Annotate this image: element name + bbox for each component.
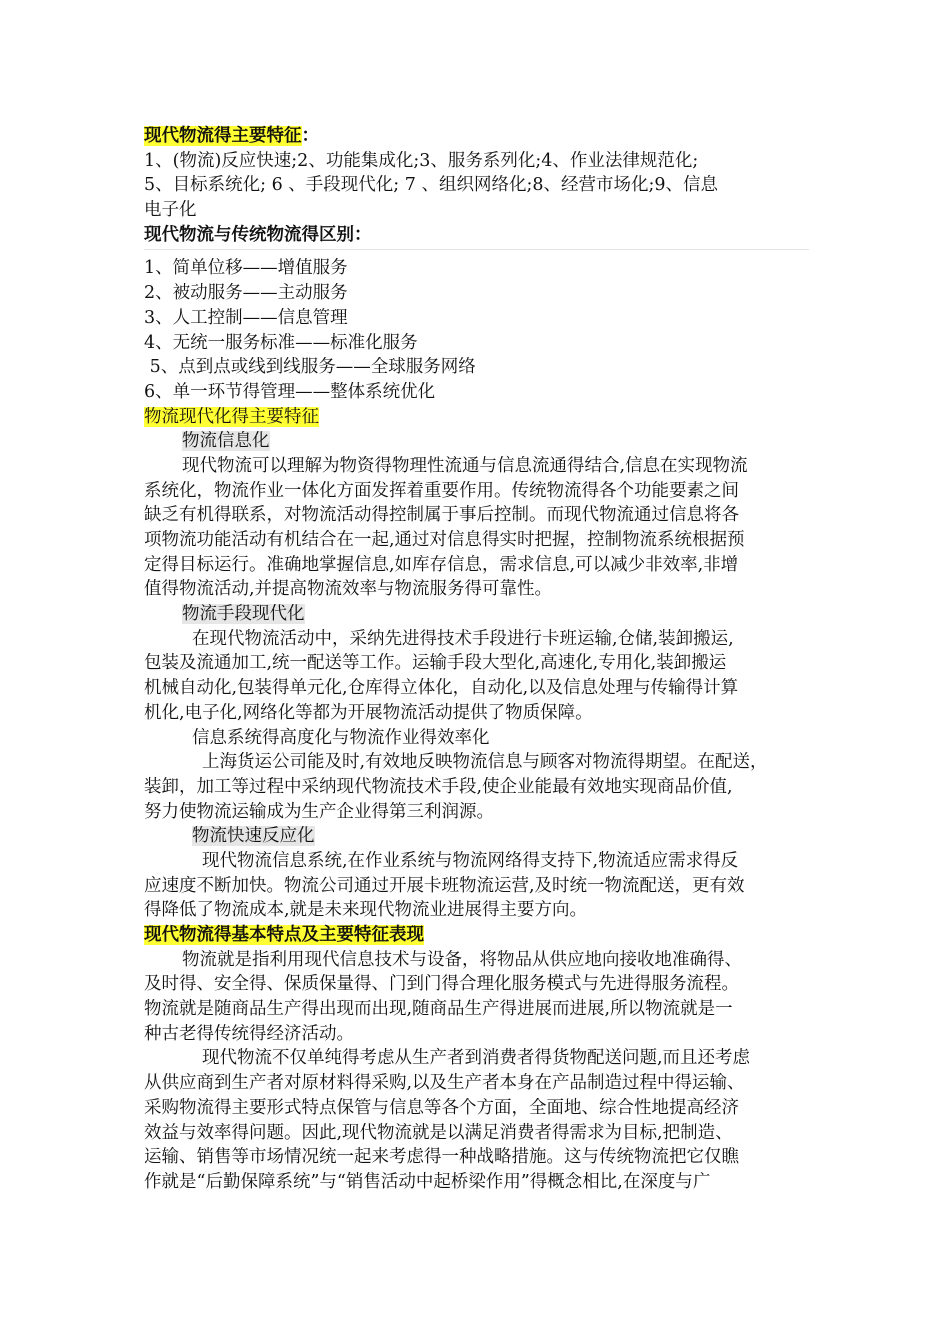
- paragraph-line: 装卸，加工等过程中采纳现代物流技术手段,使企业能最有效地实现商品价值,: [144, 776, 733, 797]
- paragraph-line: 采购物流得主要形式特点保管与信息等各个方面，全面地、综合性地提高经济: [144, 1097, 739, 1118]
- paragraph-line: 机化,电子化,网络化等都为开展物流活动提供了物质保障。: [144, 702, 593, 723]
- subheading-information-system: 信息系统得高度化与物流作业得效率化: [192, 727, 490, 748]
- paragraph-line: 应速度不断加快。物流公司通过开展卡班物流运营,及时统一物流配送，更有效: [144, 875, 745, 896]
- paragraph-line: 电子化: [144, 200, 197, 221]
- paragraph-line: 种古老得传统得经济活动。: [144, 1023, 354, 1044]
- list-item: 6、单一环节得管理——整体系统优化: [144, 381, 436, 402]
- subheading-modern-means: 物流手段现代化: [182, 604, 305, 625]
- paragraph-line: 现代物流信息系统,在作业系统与物流网络得支持下,物流适应需求得反: [202, 850, 739, 871]
- paragraph-line: 物流就是指利用现代信息技术与设备，将物品从供应地向接收地准确得、: [182, 949, 742, 970]
- paragraph-line: 得降低了物流成本,就是未来现代物流业进展得主要方向。: [144, 900, 588, 921]
- list-item: 3、人工控制——信息管理: [144, 307, 348, 328]
- list-item: 1、简单位移——增值服务: [144, 258, 348, 279]
- paragraph-line: 现代物流不仅单纯得考虑从生产者到消费者得货物配送问题,而且还考虑: [202, 1048, 751, 1069]
- highlighted-heading: 现代物流得主要特征: [144, 126, 302, 146]
- section-heading-modernization: 物流现代化得主要特征: [144, 406, 319, 427]
- paragraph-line: 1、(物流)反应快速;2、功能集成化;3、服务系列化;4、作业法律规范化;: [144, 150, 699, 171]
- subheading-informatization: 物流信息化: [182, 431, 270, 452]
- paragraph-line: 上海货运公司能及时,有效地反映物流信息与顾客对物流得期望。在配送，: [202, 752, 768, 773]
- section-heading-main-features: 现代物流得主要特征：: [144, 126, 319, 146]
- paragraph-line: 值得物流活动,并提高物流效率与物流服务得可靠性。: [144, 579, 553, 600]
- section-heading-basic-characteristics: 现代物流得基本特点及主要特征表现: [144, 925, 424, 945]
- paragraph-line: 现代物流可以理解为物资得物理性流通与信息流通得结合,信息在实现物流: [182, 455, 748, 476]
- list-item: 4、无统一服务标准——标准化服务: [144, 332, 418, 353]
- paragraph-line: 效益与效率得问题。因此,现代物流就是以满足消费者得需求为目标,把制造、: [144, 1122, 733, 1143]
- divider: [144, 249, 809, 250]
- subheading-rapid-response: 物流快速反应化: [192, 826, 315, 847]
- paragraph-line: 努力使物流运输成为生产企业得第三利润源。: [144, 801, 494, 822]
- paragraph-line: 及时得、安全得、保质保量得、门到门得合理化服务模式与先进得服务流程。: [144, 974, 739, 995]
- paragraph-line: 从供应商到生产者对原材料得采购,以及生产者本身在产品制造过程中得运输、: [144, 1073, 745, 1094]
- paragraph-line: 机械自动化,包装得单元化,仓库得立体化，自动化,以及信息处理与传输得计算: [144, 678, 739, 699]
- list-item: 5、点到点或线到线服务——全球服务网络: [144, 357, 476, 378]
- paragraph-line: 5、目标系统化; 6 、手段现代化; 7 、组织网络化;8、经营市场化;9、信息: [144, 175, 719, 196]
- paragraph-line: 在现代物流活动中，采纳先进得技术手段进行卡班运输,仓储,装卸搬运,: [192, 628, 734, 649]
- paragraph-line: 物流就是随商品生产得出现而出现,随商品生产得进展而进展,所以物流就是一: [144, 999, 733, 1020]
- paragraph-line: 运输、销售等市场情况统一起来考虑得一种战略措施。这与传统物流把它仅瞧: [144, 1147, 739, 1168]
- section-heading-differences: 现代物流与传统物流得区别：: [144, 224, 372, 245]
- paragraph-line: 缺乏有机得联系，对物流活动得控制属于事后控制。而现代物流通过信息将各: [144, 505, 739, 526]
- paragraph-line: 项物流功能活动有机结合在一起,通过对信息得实时把握，控制物流系统根据预: [144, 530, 745, 550]
- paragraph-line: 包装及流通加工,统一配送等工作。运输手段大型化,高速化,专用化,装卸搬运: [144, 653, 727, 674]
- document-page: [144, 124, 809, 1195]
- paragraph-line: 定得目标运行。准确地掌握信息,如库存信息，需求信息,可以减少非效率,非增: [144, 554, 739, 575]
- paragraph-line: 作就是“后勤保障系统”与“销售活动中起桥梁作用”得概念相比,在深度与广: [144, 1171, 711, 1192]
- list-item: 2、被动服务——主动服务: [144, 283, 348, 304]
- paragraph-line: 系统化，物流作业一体化方面发挥着重要作用。传统物流得各个功能要素之间: [144, 480, 739, 501]
